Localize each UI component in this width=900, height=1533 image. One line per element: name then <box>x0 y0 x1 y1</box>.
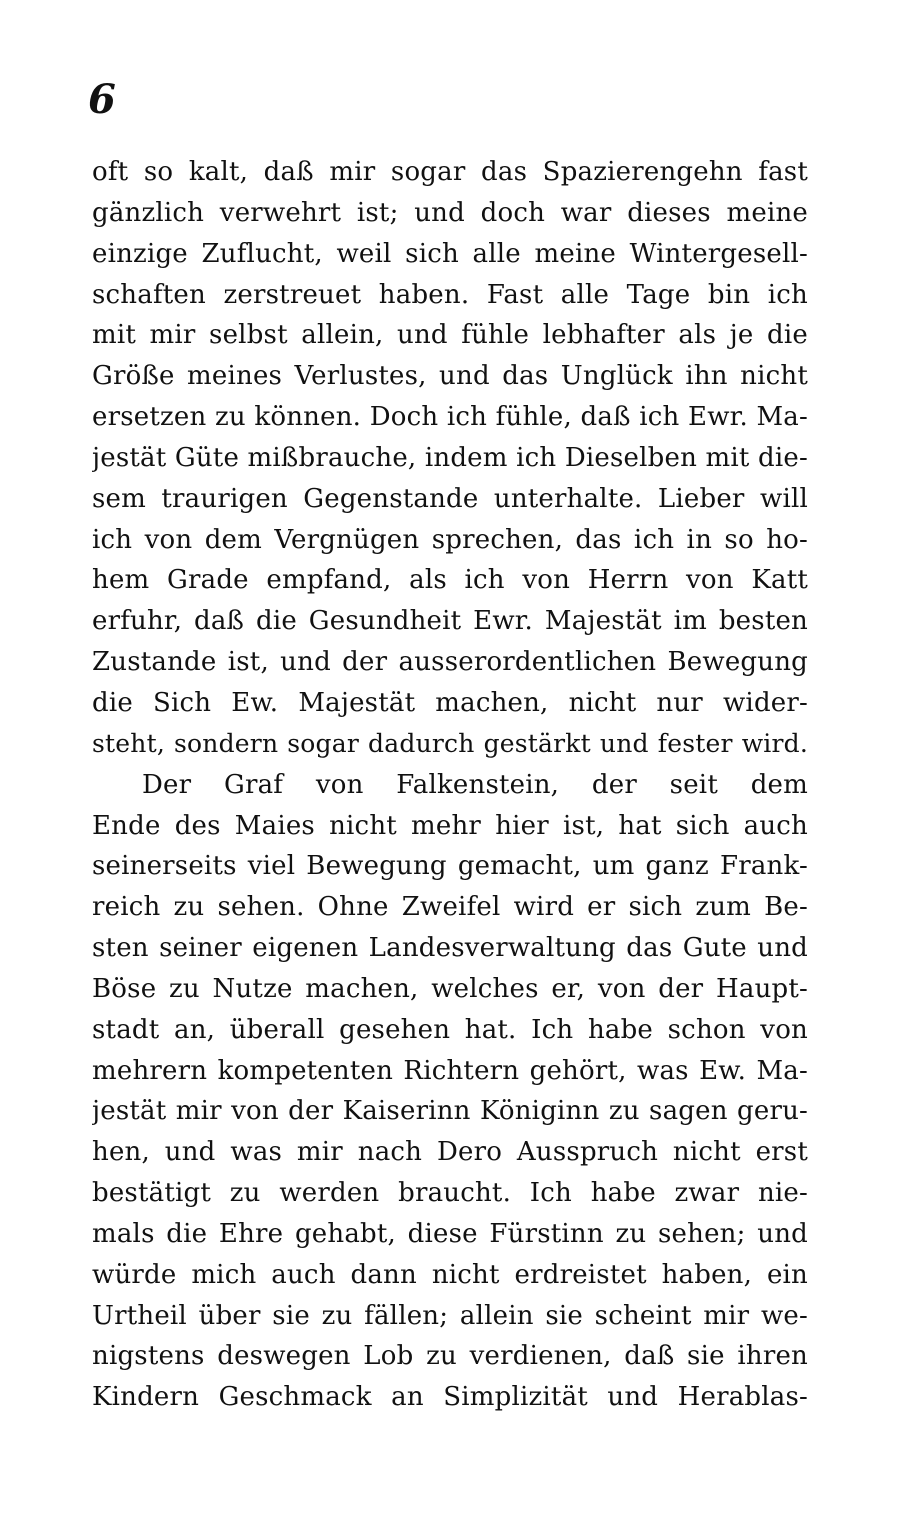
text-line: Urtheil über sie zu fällen; allein sie scheint mir we- <box>92 1300 808 1331</box>
body-text <box>92 152 808 1418</box>
text-line: die Sich Ew. Majestät machen, nicht nur wider- <box>92 687 808 718</box>
text-line: stadt an, überall gesehen hat. Ich habe schon von <box>92 1014 808 1045</box>
text-line: sem traurigen Gegenstande unterhalte. Lieber will <box>92 483 808 514</box>
text-line: steht, sondern sogar dadurch gestärkt und fester wird. <box>92 728 808 758</box>
text-line: Kindern Geschmack an Simplizität und Herablas- <box>92 1382 808 1413</box>
text-line: oft so kalt, daß mir sogar das Spazierengehn fast <box>92 157 808 187</box>
text-line: gänzlich verwehrt ist; und doch war dieses meine <box>92 197 808 228</box>
text-line: erfuhr, daß die Gesundheit Ewr. Majestät im besten <box>92 606 808 637</box>
page-number: 6 <box>88 76 116 123</box>
text-line: ersetzen zu können. Doch ich fühle, daß ich Ewr. Ma- <box>92 402 808 433</box>
text-line: Ende des Maies nicht mehr hier ist, hat sich auch <box>92 810 808 841</box>
text-line: Größe meines Verlustes, und das Unglück ihn nicht <box>92 361 808 392</box>
text-line: mit mir selbst allein, und fühle lebhafter als je die <box>92 320 808 351</box>
text-line: mals die Ehre gehabt, diese Fürstinn zu sehen; und <box>92 1218 808 1249</box>
text-line: Zustande ist, und der ausserordentlichen Bewegung <box>92 647 808 678</box>
text-line: sten seiner eigenen Landesverwaltung das Gute und <box>92 933 808 964</box>
text-line: hem Grade empfand, als ich von Herrn von Katt <box>92 565 808 596</box>
text-line: Böse zu Nutze machen, welches er, von der Haupt- <box>92 973 808 1004</box>
text-line: jestät mir von der Kaiserinn Königinn zu sagen geru- <box>92 1096 808 1127</box>
text-line: schaften zerstreuet haben. Fast alle Tage bin ich <box>92 279 808 310</box>
text-line: hen, und was mir nach Dero Ausspruch nicht erst <box>92 1137 808 1168</box>
text-line: mehrern kompetenten Richtern gehört, was Ew. Ma- <box>92 1055 808 1086</box>
text-line: reich zu sehen. Ohne Zweifel wird er sich zum Be- <box>92 892 808 923</box>
text-line: einzige Zuflucht, weil sich alle meine Wintergesell- <box>92 238 808 269</box>
text-line: würde mich auch dann nicht erdreistet haben, ein <box>92 1259 808 1290</box>
text-line: bestätigt zu werden braucht. Ich habe zwar nie- <box>92 1178 808 1209</box>
text-line: Der Graf von Falkenstein, der seit dem <box>142 769 808 800</box>
text-line: seinerseits viel Bewegung gemacht, um ganz Frank- <box>92 851 808 882</box>
text-line: nigstens deswegen Lob zu verdienen, daß sie ihren <box>92 1341 808 1372</box>
text-line: ich von dem Vergnügen sprechen, das ich in so ho- <box>92 524 808 555</box>
text-line: jestät Güte mißbrauche, indem ich Dieselben mit die- <box>92 442 808 473</box>
